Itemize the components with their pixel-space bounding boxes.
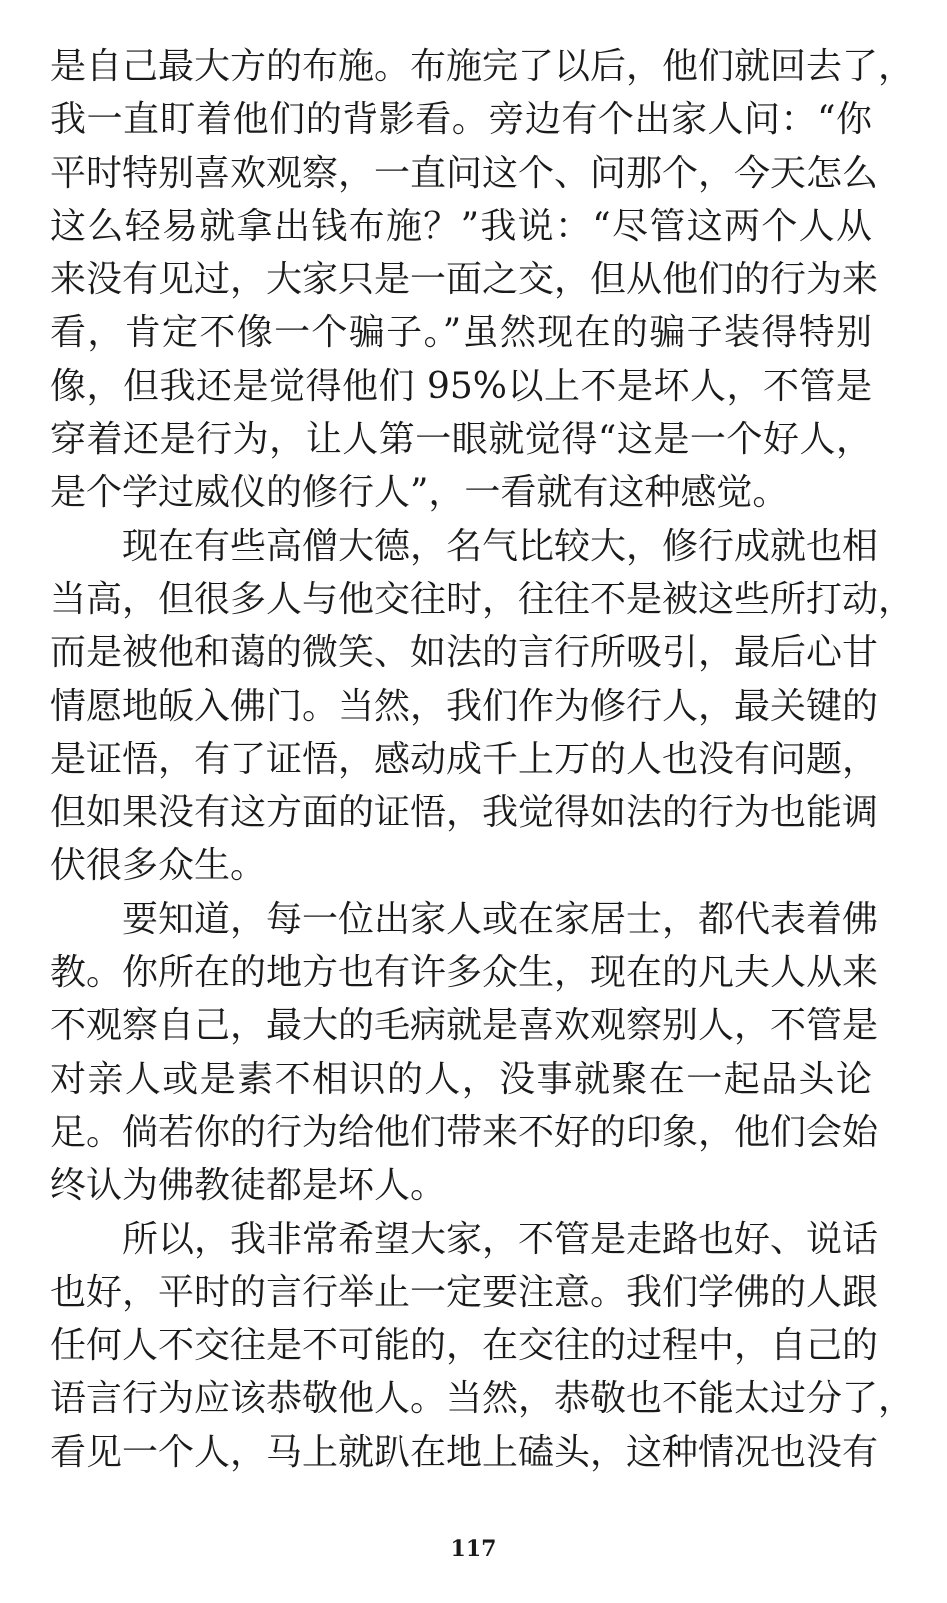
text-line: 任何人不交往是不可能的，在交往的过程中，自己的 <box>50 1325 879 1367</box>
text-line: 看见一个人，马上就趴在地上磕头，这种情况也没有 <box>50 1431 879 1473</box>
text-line: 对亲人或是素不相识的人，没事就聚在一起品头论 <box>50 1058 872 1100</box>
text-line: 足。倘若你的行为给他们带来不好的印象，他们会始 <box>50 1111 879 1153</box>
text-line: 教。你所在的地方也有许多众生，现在的凡夫人从来 <box>50 952 879 994</box>
text-line: 但如果没有这方面的证悟，我觉得如法的行为也能调 <box>50 792 879 834</box>
text-line: 是个学过威仪的修行人”，一看就有这种感觉。 <box>50 472 789 514</box>
text-line: 也好，平时的言行举止一定要注意。我们学佛的人跟 <box>50 1271 879 1313</box>
text-line: 是自己最大方的布施。布施完了以后，他们就回去了， <box>50 46 915 87</box>
text-line: 平时特别喜欢观察，一直问这个、问那个，今天怎么 <box>50 152 879 194</box>
text-line: 像，但我还是觉得他们 95%以上不是坏人，不管是 <box>50 365 872 407</box>
text-line: 终认为佛教徒都是坏人。 <box>50 1165 447 1207</box>
text-line: 伏很多众生。 <box>50 845 267 887</box>
paragraph-first-line: 要知道，每一位出家人或在家居士，都代表着佛 <box>122 898 879 940</box>
text-line: 而是被他和蔼的微笑、如法的言行所吸引，最后心甘 <box>50 632 879 674</box>
text-line: 看，肯定不像一个骗子。”虽然现在的骗子装得特别 <box>50 312 872 354</box>
text-line: 情愿地皈入佛门。当然，我们作为修行人，最关键的 <box>50 685 879 727</box>
text-line: 当高，但很多人与他交往时，往往不是被这些所打动， <box>50 578 915 620</box>
text-line: 是证悟，有了证悟，感动成千上万的人也没有问题， <box>50 738 879 780</box>
body-text <box>50 40 915 1479</box>
text-line: 我一直盯着他们的背影看。旁边有个出家人问：“你 <box>50 99 872 141</box>
text-line: 穿着还是行为，让人第一眼就觉得“这是一个好人， <box>50 419 872 461</box>
text-line: 来没有见过，大家只是一面之交，但从他们的行为来 <box>50 259 879 301</box>
text-line: 语言行为应该恭敬他人。当然，恭敬也不能太过分了， <box>50 1378 915 1420</box>
text-line: 这么轻易就拿出钱布施？”我说：“尽管这两个人从 <box>50 205 872 247</box>
page-number: 117 <box>450 1536 497 1562</box>
text-line: 不观察自己，最大的毛病就是喜欢观察别人，不管是 <box>50 1005 879 1047</box>
paragraph-first-line: 所以，我非常希望大家，不管是走路也好、说话 <box>122 1218 879 1260</box>
paragraph-first-line: 现在有些高僧大德，名气比较大，修行成就也相 <box>122 525 879 567</box>
